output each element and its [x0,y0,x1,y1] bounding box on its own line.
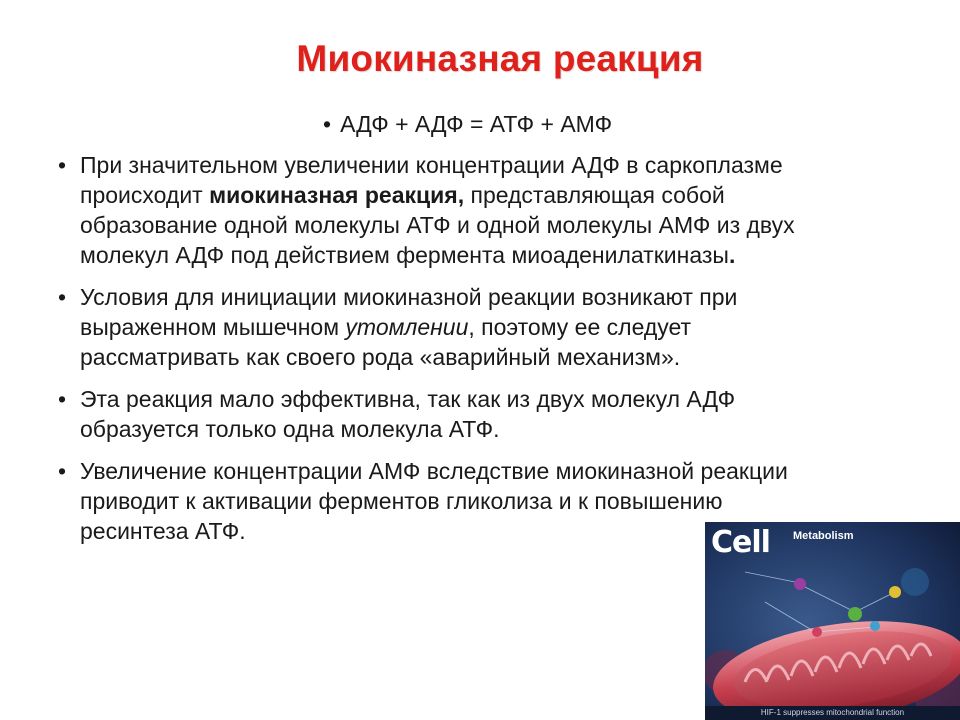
bullet-1-bold-period: . [728,242,736,268]
slide-title: Миокиназная реакция [296,38,704,79]
bullet-4-line-1: • Увеличение концентрации АМФ вследствие миокиназной реакции [80,458,788,484]
bullet-2-line-2-end: , поэтому ее следует [468,314,692,340]
bullet-2-line-1: • Условия для инициации миокиназной реакции возникают при [80,284,738,310]
bullet-1-line-3: образование одной молекулы АТФ и одной молекулы АМФ из двух [80,212,795,238]
bullet-1-line-2-start: происходит [80,182,210,208]
bullet-2-line-2-start: выраженном мышечном [80,314,346,340]
bullet-2-line-3: рассматривать как своего рода «аварийный механизм». [80,344,681,370]
journal-cover-image [705,522,960,720]
bullet-1-bold-term: миокиназная реакция, [209,182,465,208]
bullet-3-line-1: • Эта реакция мало эффективна, так как из двух молекул АДФ [80,386,736,412]
bullet-2-line-2 [80,312,898,342]
bullet-dot: • [323,111,332,137]
journal-subtitle: Metabolism [793,530,854,542]
equation-text: АДФ + АДФ = АТФ + АМФ [340,111,613,137]
bullet-item-1 [58,150,898,270]
bullet-item-2 [58,282,898,372]
bullet-4-line-3: ресинтеза АТФ. [80,518,246,544]
bullet-1-line-4-text: молекул АДФ под действием фермента миоаденилаткиназы [80,242,729,268]
bullet-3-line-2: образуется только одна молекула АТФ. [80,416,500,442]
bullet-list [58,150,898,558]
bullet-item-3 [58,384,898,444]
bullet-1-line-2 [80,180,898,210]
bullet-2-italic-term: утомлении [345,314,469,340]
bullet-4-line-2: приводит к активации ферментов гликолиза и к повышению [80,488,723,514]
journal-caption: HIF-1 suppresses mitochondrial function [705,706,960,720]
bullet-1-line-4 [80,240,898,270]
bullet-1-line-2-end: представляющая собой [464,182,725,208]
reaction-equation [323,110,612,138]
bullet-1-line-1: • При значительном увеличении концентрации АДФ в саркоплазме [80,152,783,178]
journal-masthead: Cell [711,525,770,560]
